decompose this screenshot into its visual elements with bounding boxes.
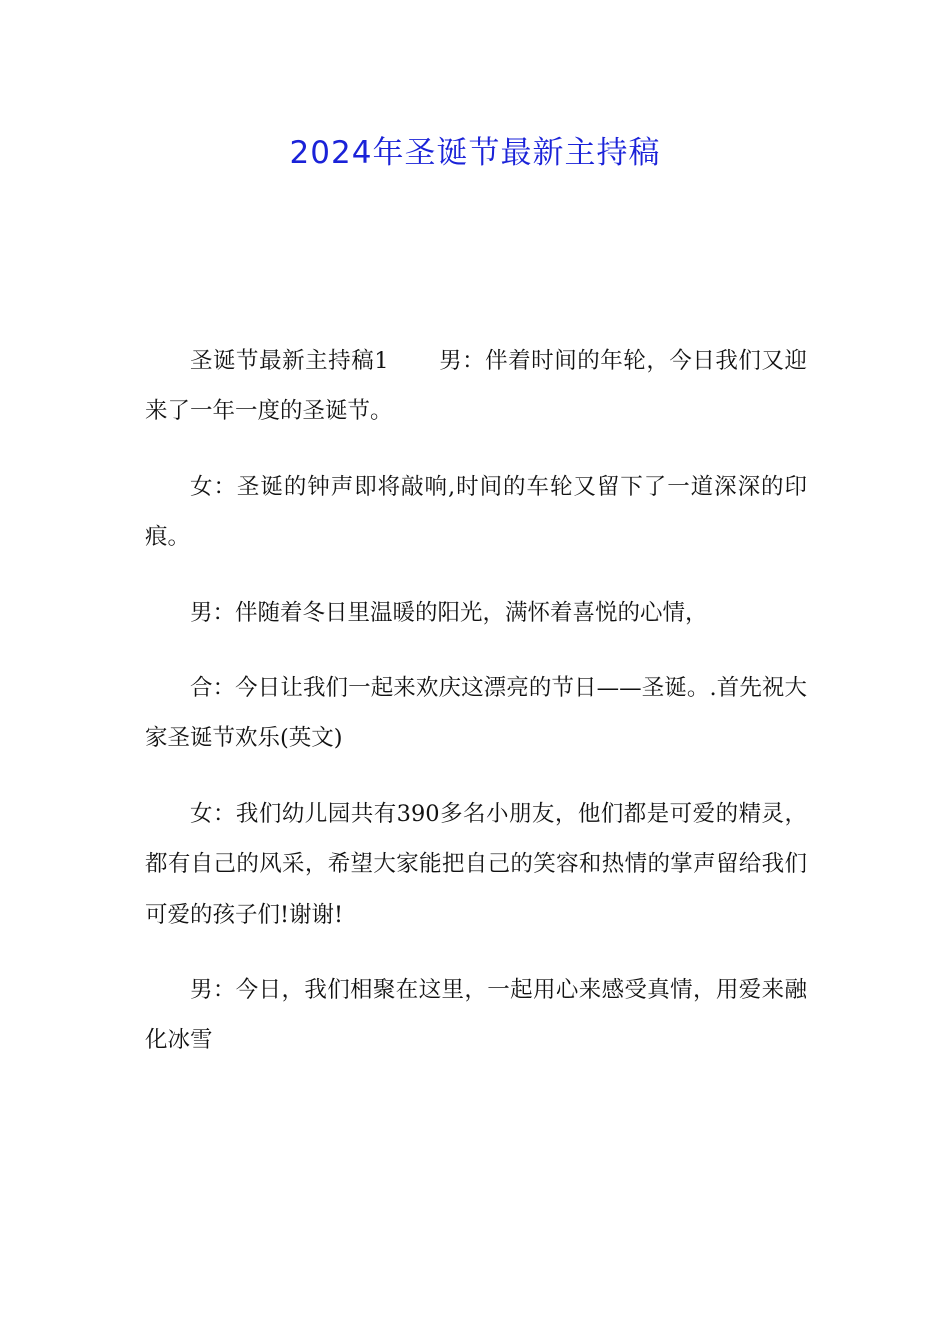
paragraph-5: 女：我们幼儿园共有390多名小朋友，他们都是可爱的精灵，都有自己的风采，希望大家能把自己的笑容和热情的掌声留给我们可爱的孩子们!谢谢! <box>145 800 807 928</box>
section-heading: 圣诞节最新主持稿1 <box>190 348 389 374</box>
paragraph-3: 男：伴随着冬日里温暖的阳光，满怀着喜悦的心情， <box>190 599 708 626</box>
document-title: 2024年圣诞节最新主持稿 <box>289 135 661 171</box>
paragraph-text: 男：伴着时间的年轮，今日我们又迎来了一年一度的圣诞节。 <box>145 348 807 425</box>
paragraph-1 <box>145 336 807 437</box>
paragraph-6: 男：今日，我们相聚在这里，一起用心来感受真情，用爱来融化冰雪 <box>145 977 807 1054</box>
paragraph-2: 女：圣诞的钟声即将敲响,时间的车轮又留下了一道深深的印痕。 <box>145 473 807 551</box>
paragraph-4: 合：今日让我们一起来欢庆这漂亮的节日——圣诞。.首先祝大家圣诞节欢乐(英文) <box>145 675 807 752</box>
document-body <box>145 336 807 1091</box>
